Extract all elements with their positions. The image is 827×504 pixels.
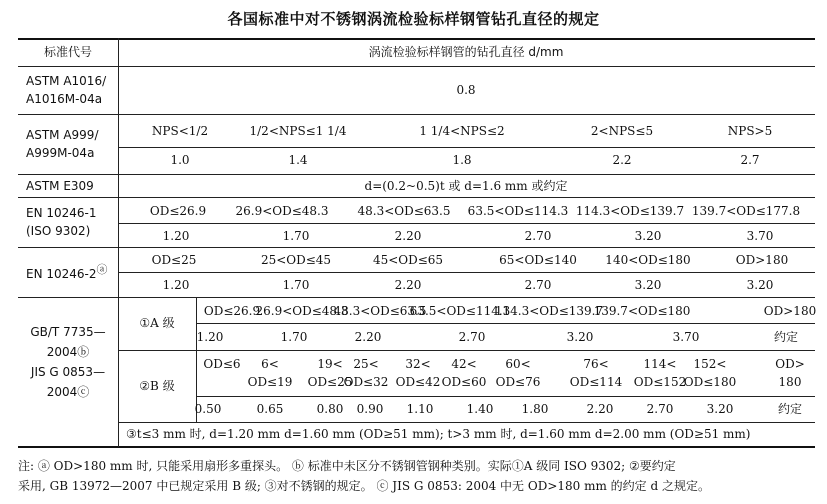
header-standard: 标准代号 [43,45,93,59]
value-cell: 1.70 [282,229,310,243]
range-cell: 1 1/4<NPS≤2 [419,124,505,138]
range-cell: 6< [261,357,279,371]
range-cell: 48.3<OD≤63.5 [333,304,427,318]
std-astm-e309: ASTM E309 [26,179,94,193]
value-cell: 2.70 [524,229,552,243]
range-cell: 25<OD≤45 [260,253,332,267]
grade-b-label: ②B 级 [139,379,175,393]
row-rule [118,350,815,351]
range-cell: OD> [775,357,805,371]
range-cell: 180 [778,375,802,389]
range-cell: 139.7<OD≤180 [593,304,691,318]
value-cell: 3.20 [706,402,734,416]
value-cell: 2.20 [394,229,422,243]
value-cell: 2.7 [740,153,760,167]
value-cell: 3.20 [634,229,662,243]
value-cell: 1.10 [406,402,434,416]
range-cell: OD≤6 [203,357,241,371]
row-rule [18,66,815,67]
range-cell: 1/2<NPS≤1 1/4 [249,124,347,138]
value-cell: 3.70 [672,330,700,344]
value-cell: 2.70 [646,402,674,416]
range-cell: 114.3<OD≤139.7 [494,304,604,318]
range-cell: 114.3<OD≤139.7 [575,204,685,218]
note-line-1: 注: ⓐ OD>180 mm 时, 只能采用扇形多重探头。 ⓑ 标准中未区分不锈钢管钢种类别。实际①A 级同 ISO 9302; ②要约定 [18,459,676,473]
range-cell: 26.9<OD≤48.3 [235,204,329,218]
value-cell: 2.70 [524,278,552,292]
range-cell: OD≤25 [307,375,353,389]
value-cell: 2.70 [458,330,486,344]
range-cell: NPS<1/2 [151,124,209,138]
value-cell: 约定 [773,330,799,344]
range-cell: OD≤25 [151,253,197,267]
range-cell: 60< [505,357,531,371]
value-cell: 3.20 [634,278,662,292]
row-rule [196,396,815,397]
column-rule [118,38,119,447]
range-cell: OD≤26.9 [149,204,207,218]
value-cell: 0.50 [194,402,222,416]
range-cell: 114< [643,357,677,371]
range-cell: 19< [317,357,343,371]
page-title: 各国标准中对不锈钢涡流检验标样钢管钻孔直径的规定 [227,10,600,28]
range-cell: NPS>5 [727,124,773,138]
value-cell: 0.90 [356,402,384,416]
range-cell: 26.9<OD≤48.3 [255,304,349,318]
note-line-2: 采用, GB 13972—2007 中已规定采用 B 级; ③对不锈钢的规定。 ⓒ JIS G 0853: 2004 中无 OD>180 mm 的约定 d 之规定。 [18,479,710,493]
value-cell: 1.70 [280,330,308,344]
row-rule [118,223,815,224]
value-astm-a1016: 0.8 [456,83,476,97]
value-cell: 2.2 [612,153,632,167]
std-en-10246-1: EN 10246-1 (ISO 9302) [26,206,97,238]
range-cell: 63.5<OD≤114.3 [409,304,511,318]
range-cell: 42< [451,357,477,371]
range-cell: 65<OD≤140 [499,253,577,267]
range-cell: OD≤152 [633,375,687,389]
range-cell: 140<OD≤180 [605,253,691,267]
row-rule [118,272,815,273]
table-bottom-rule [18,446,815,448]
range-cell: 63.5<OD≤114.3 [467,204,569,218]
value-cell: 1.0 [170,153,190,167]
value-astm-e309: d=(0.2~0.5)t 或 d=1.6 mm 或约定 [364,179,568,193]
value-cell: 约定 [777,402,803,416]
value-cell: 3.20 [746,278,774,292]
row-rule [196,323,815,324]
std-en-10246-2 [26,261,108,283]
header-diameter: 涡流检验标样钢管的钻孔直径 d/mm [368,45,564,59]
value-cell: 1.20 [196,330,224,344]
row-rule [18,114,815,115]
value-cell: 1.80 [521,402,549,416]
value-cell: 3.20 [566,330,594,344]
row-rule [18,174,815,175]
range-cell: 76< [583,357,609,371]
range-cell: 139.7<OD≤177.8 [691,204,801,218]
value-cell: 1.70 [282,278,310,292]
range-cell: OD≤60 [441,375,487,389]
range-cell: OD>180 [735,253,789,267]
row-rule [118,422,815,423]
value-cell: 0.80 [316,402,344,416]
range-cell: OD≤76 [495,375,541,389]
value-cell: 3.70 [746,229,774,243]
value-cell: 0.65 [256,402,284,416]
row-rule [18,247,815,248]
row-rule [18,197,815,198]
std-astm-a1016: ASTM A1016/ A1016M-04a [26,74,107,106]
range-cell: OD≤180 [683,375,737,389]
table-top-rule [18,38,815,40]
std-en-10246-2-label: EN 10246-2 [26,267,97,281]
range-cell: 45<OD≤65 [372,253,444,267]
value-cell: 2.20 [586,402,614,416]
value-cell: 1.20 [162,229,190,243]
row-rule [118,147,815,148]
footnote-mark-a: ⓐ [96,263,108,276]
range-cell: 152< [693,357,727,371]
range-cell: OD≤114 [569,375,623,389]
std-gb-jis: GB/T 7735— 2004ⓑ JIS G 0853— 2004ⓒ [30,325,106,399]
grade-a-label: ①A 级 [139,316,175,330]
value-cell: 1.40 [466,402,494,416]
range-cell: OD≤32 [343,375,389,389]
value-cell: 1.4 [288,153,308,167]
range-cell: 25< [353,357,379,371]
range-cell: OD≤42 [395,375,441,389]
range-cell: 32< [405,357,431,371]
range-cell: OD>180 [763,304,817,318]
value-cell: 2.20 [394,278,422,292]
std-astm-a999: ASTM A999/ A999M-04a [26,128,99,160]
value-cell: 1.8 [452,153,472,167]
value-cell: 2.20 [354,330,382,344]
grade-c-text: ③t≤3 mm 时, d=1.20 mm d=1.60 mm (OD≥51 mm); t>3 mm 时, d=1.60 mm d=2.00 mm (OD≥51 mm) [126,427,751,441]
range-cell: 2<NPS≤5 [590,124,654,138]
range-cell: OD≤19 [247,375,293,389]
range-cell: OD≤26.9 [203,304,261,318]
range-cell: 48.3<OD≤63.5 [357,204,451,218]
value-cell: 1.20 [162,278,190,292]
row-rule [18,297,815,298]
